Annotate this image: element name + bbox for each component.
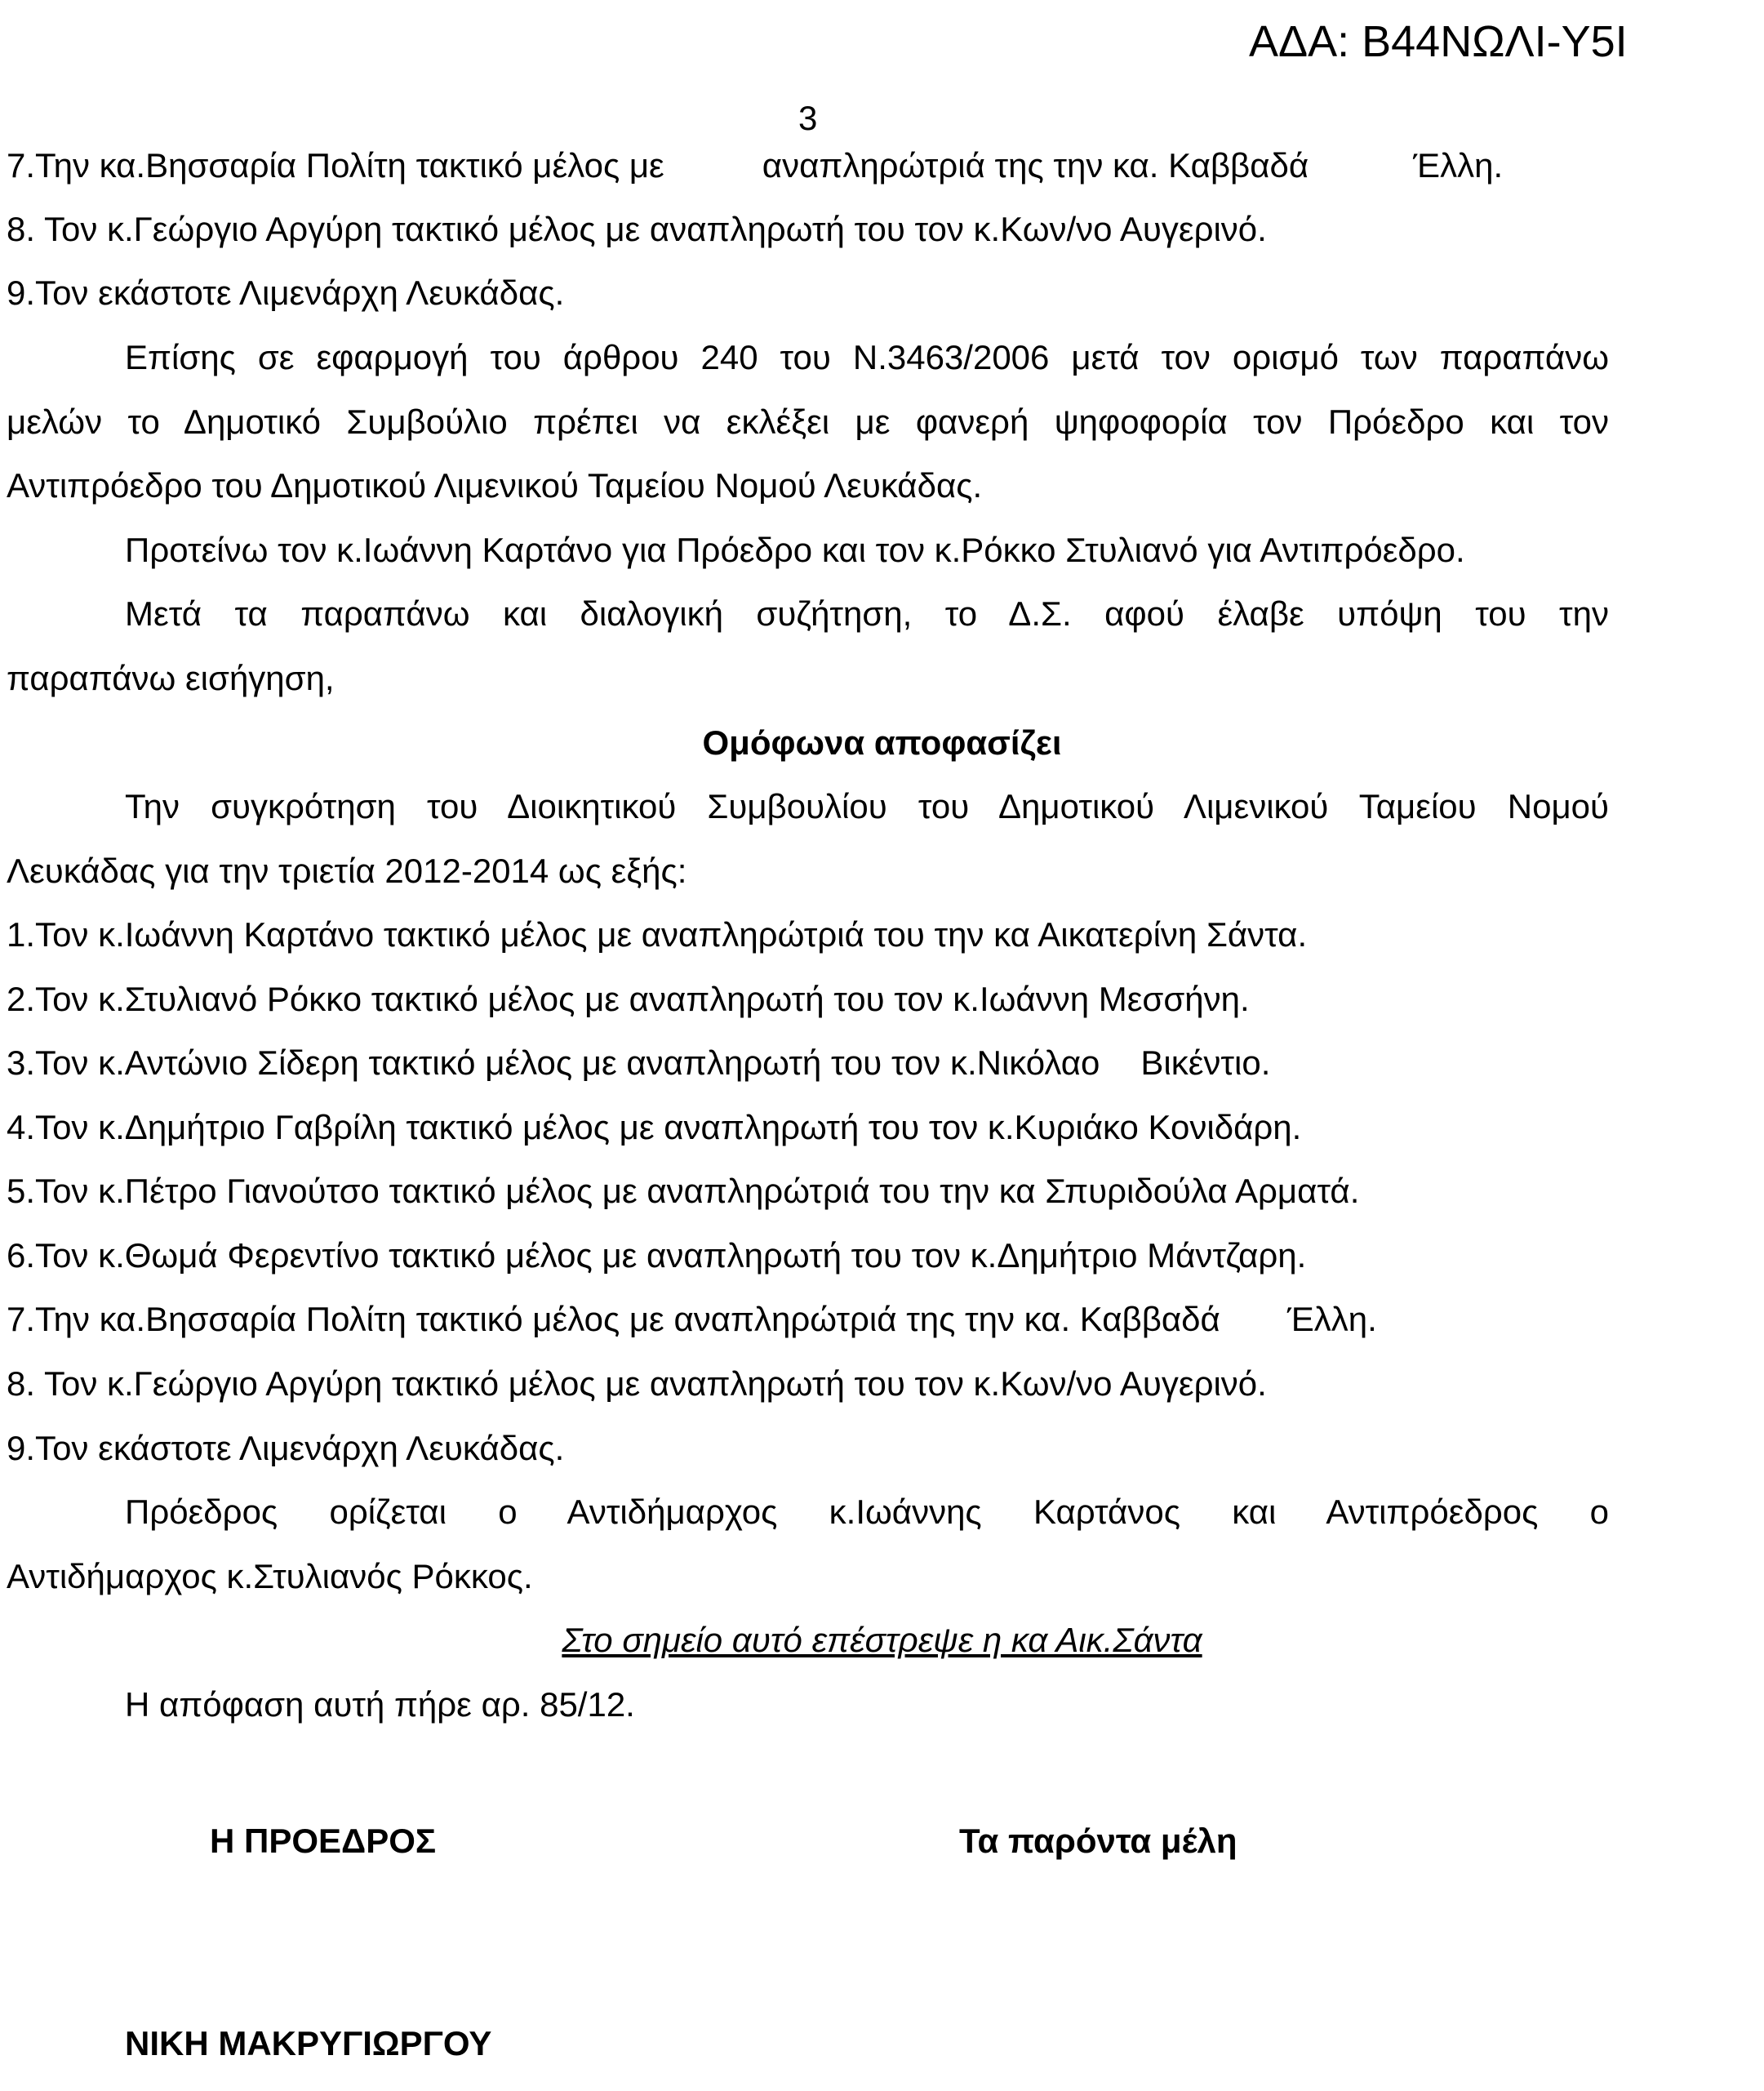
prior-list-item-9: 9.Τον εκάστοτε Λιμενάρχη Λευκάδας. (7, 274, 565, 312)
paragraph-2: Προτείνω τον κ.Ιωάννη Καρτάνο για Πρόεδρο και τον κ.Ρόκκο Στυλιανό για Αντιπρόεδρο. (125, 531, 1465, 569)
member-item-3 (7, 1043, 1270, 1083)
present-members-title: Τα παρόντα μέλη (959, 1822, 1237, 1860)
decision-number: Η απόφαση αυτή πήρε αρ. 85/12. (125, 1685, 635, 1724)
decision-heading: Ομόφωνα αποφασίζει (702, 723, 1062, 762)
prior-item7-part-c: Έλλη. (1413, 146, 1504, 185)
paragraph-1-line-3: Αντιπρόεδρο του Δημοτικού Λιμενικού Ταμείου Νομού Λευκάδας. (7, 466, 983, 505)
member-item-7-tail: Έλλη. (1286, 1300, 1377, 1338)
member-item-1: 1.Τον κ.Ιωάννη Καρτάνο τακτικό μέλος με αναπληρώτριά του την κα Αικατερίνη Σάντα. (7, 915, 1308, 954)
member-item-3-tail: Βικέντιο. (1140, 1043, 1271, 1082)
prior-item7-part-a: 7.Την κα.Βησσαρία Πολίτη τακτικό μέλος με (7, 146, 664, 185)
member-item-7 (7, 1299, 1377, 1340)
member-item-3-text: 3.Τον κ.Αντώνιο Σίδερη τακτικό μέλος με αναπληρωτή του τον κ.Νικόλαο (7, 1043, 1100, 1082)
member-item-9: 9.Τον εκάστοτε Λιμενάρχη Λευκάδας. (7, 1429, 565, 1467)
paragraph-3-line-2: παραπάνω εισήγηση, (7, 659, 335, 697)
paragraph-5-line-1: Πρόεδρος ορίζεται ο Αντιδήμαρχος κ.Ιωάννης Καρτάνος και Αντιπρόεδρος ο (125, 1493, 1609, 1531)
paragraph-5-line-2: Αντιδήμαρχος κ.Στυλιανός Ρόκκος. (7, 1557, 533, 1595)
member-item-5: 5.Τον κ.Πέτρο Γιανούτσο τακτικό μέλος με αναπληρώτριά του την κα Σπυριδούλα Αρματά. (7, 1172, 1360, 1210)
ada-code: ΑΔΑ: Β44ΝΩΛΙ-Υ5Ι (1249, 17, 1628, 66)
member-item-4: 4.Τον κ.Δημήτριο Γαβρίλη τακτικό μέλος με αναπληρωτή του τον κ.Κυριάκο Κονιδάρη. (7, 1108, 1302, 1146)
prior-list-item-7 (7, 145, 1503, 186)
return-note (0, 1620, 1764, 1661)
return-note-text: Στο σημείο αυτό επέστρεψε η κα Αικ.Σάντα (562, 1621, 1202, 1659)
paragraph-1-line-2: μελών το Δημοτικό Συμβούλιο πρέπει να εκλέξει με φανερή ψηφοφορία τον Πρόεδρο και τον (7, 403, 1609, 441)
member-item-8: 8. Τον κ.Γεώργιο Αργύρη τακτικό μέλος με αναπληρωτή του τον κ.Κων/νο Αυγερινό. (7, 1364, 1267, 1403)
member-item-7-text: 7.Την κα.Βησσαρία Πολίτη τακτικό μέλος με αναπληρώτριά της την κα. Καββαδά (7, 1300, 1220, 1338)
member-item-2: 2.Τον κ.Στυλιανό Ρόκκο τακτικό μέλος με αναπληρωτή του τον κ.Ιωάννη Μεσσήνη. (7, 980, 1250, 1018)
prior-list-item-8: 8. Τον κ.Γεώργιο Αργύρη τακτικό μέλος με αναπληρωτή του τον κ.Κων/νο Αυγερινό. (7, 210, 1267, 248)
paragraph-4-line-2: Λευκάδας για την τριετία 2012-2014 ως εξής: (7, 852, 687, 890)
chair-name: ΝΙΚΗ ΜΑΚΡΥΓΙΩΡΓΟΥ (125, 2024, 492, 2062)
prior-item7-part-b: αναπληρώτριά της την κα. Καββαδά (762, 146, 1309, 185)
page-number: 3 (798, 99, 818, 137)
chair-title: Η ΠΡΟΕΔΡΟΣ (210, 1822, 437, 1860)
member-item-6: 6.Τον κ.Θωμά Φερεντίνο τακτικό μέλος με αναπληρωτή του τον κ.Δημήτριο Μάντζαρη. (7, 1236, 1307, 1275)
paragraph-3-line-1: Μετά τα παραπάνω και διαλογική συζήτηση, το Δ.Σ. αφού έλαβε υπόψη του την (125, 594, 1609, 633)
paragraph-4-line-1: Την συγκρότηση του Διοικητικού Συμβουλίου του Δημοτικού Λιμενικού Ταμείου Νομού (125, 787, 1609, 825)
paragraph-1-line-1: Επίσης σε εφαρμογή του άρθρου 240 του Ν.3463/2006 μετά τον ορισμό των παραπάνω (125, 338, 1609, 376)
